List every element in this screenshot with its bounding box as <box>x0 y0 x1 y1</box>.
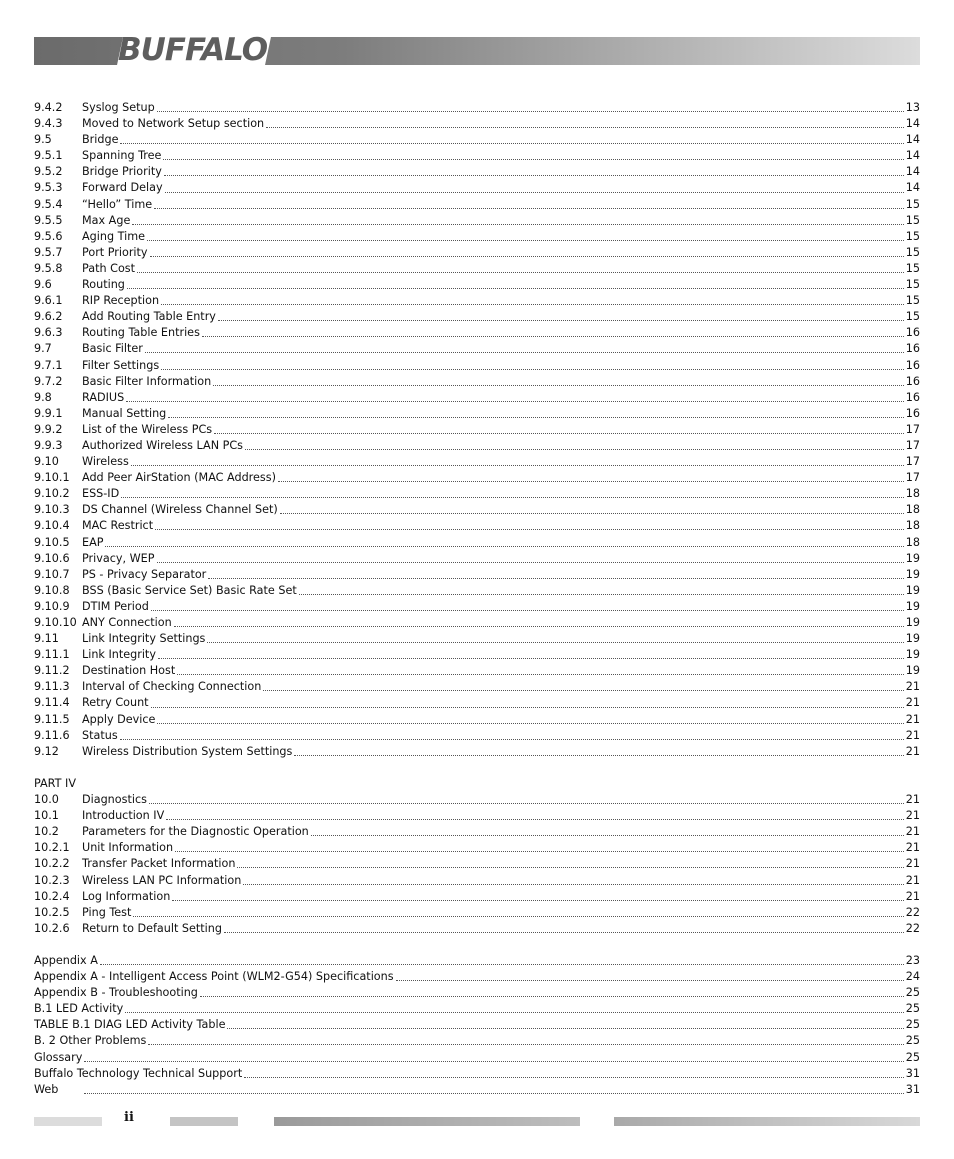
toc-entry-title: Appendix B - Troubleshooting <box>34 986 198 1000</box>
toc-entry-title: Retry Count <box>82 696 149 710</box>
toc-page-number: 16 <box>905 342 920 356</box>
toc-section-number: 10.2.4 <box>34 889 70 903</box>
toc-entry-title: Wireless <box>82 455 129 469</box>
toc-section-number: 9.7.1 <box>34 358 63 372</box>
toc-section-number: 9.7.2 <box>34 374 63 388</box>
toc-page-number: 15 <box>905 278 920 292</box>
toc-section-number: 9.10.5 <box>34 535 70 549</box>
dot-leader <box>224 932 904 933</box>
toc-page-number: 18 <box>905 487 920 501</box>
dot-leader <box>163 159 903 160</box>
toc-entry[interactable] <box>34 502 920 518</box>
dot-leader <box>154 208 904 209</box>
toc-section-number: 9.5.8 <box>34 261 63 275</box>
dot-leader <box>202 336 904 337</box>
toc-entry[interactable] <box>34 695 920 711</box>
toc-entry[interactable] <box>34 325 920 341</box>
toc-page-number: 19 <box>905 664 920 678</box>
toc-section-number: 9.11.4 <box>34 696 70 710</box>
toc-entry-title: B.1 LED Activity <box>34 1002 124 1016</box>
toc-entry[interactable] <box>34 889 920 905</box>
toc-page-number: 18 <box>905 503 920 517</box>
toc-page-number: 13 <box>905 101 920 114</box>
toc-page-number: 14 <box>905 133 920 147</box>
dot-leader <box>149 803 904 804</box>
dot-leader <box>208 578 903 579</box>
toc-entry[interactable] <box>34 728 920 744</box>
dot-leader <box>266 127 904 128</box>
toc-entry-title: Basic Filter Information <box>82 374 212 388</box>
toc-entry-title: Authorized Wireless LAN PCs <box>82 438 244 452</box>
toc-entry-title: Appendix A <box>34 953 98 967</box>
toc-section-number: 9.11.3 <box>34 680 70 694</box>
toc-entry-title: Apply Device <box>82 712 156 726</box>
toc-entry[interactable] <box>34 985 920 1001</box>
dot-leader <box>131 465 904 466</box>
footer-bar-segment <box>274 1117 580 1126</box>
toc-page-number: 16 <box>905 326 920 340</box>
toc-section-number: 9.5.3 <box>34 181 63 195</box>
toc-entry[interactable] <box>34 213 920 229</box>
toc-entry-title: Link Integrity <box>82 648 156 662</box>
toc-page-number: 19 <box>905 599 920 613</box>
part-heading: PART IV <box>34 776 76 790</box>
toc-entry-title: Forward Delay <box>82 181 163 195</box>
toc-page-number: 15 <box>905 213 920 227</box>
toc-entry[interactable] <box>34 792 920 808</box>
toc-entry[interactable] <box>34 712 920 728</box>
toc-entry[interactable] <box>34 663 920 679</box>
toc-page-number: 14 <box>905 165 920 179</box>
toc-section-number: 9.11.5 <box>34 712 70 726</box>
toc-entry[interactable] <box>34 406 920 422</box>
toc-page-number: 15 <box>905 197 920 211</box>
toc-section-number: 9.9.1 <box>34 406 63 420</box>
toc-entry <box>34 776 920 792</box>
toc-page-number: 15 <box>905 294 920 308</box>
toc-entry-title: DTIM Period <box>82 599 149 613</box>
toc-entry[interactable] <box>34 148 920 164</box>
toc-section-number: 9.5.2 <box>34 165 63 179</box>
toc-page-number: 18 <box>905 535 920 549</box>
toc-page-number: 19 <box>905 583 920 597</box>
toc-entry-title: “Hello” Time <box>82 197 153 211</box>
toc-entry-title: Appendix A - Intelligent Access Point (WLM2-G54) Specifications <box>34 970 394 984</box>
dot-leader <box>120 143 903 144</box>
toc-entry[interactable] <box>34 229 920 245</box>
toc-entry[interactable] <box>34 358 920 374</box>
toc-section-number: 9.9.3 <box>34 438 63 452</box>
toc-entry[interactable] <box>34 132 920 148</box>
toc-entry-title: PS - Privacy Separator <box>82 567 207 581</box>
toc-section-number: 9.10.2 <box>34 487 70 501</box>
toc-section-number: 9.5.7 <box>34 245 63 259</box>
toc-page-number: 21 <box>905 841 920 855</box>
toc-page-number: 24 <box>905 970 920 984</box>
toc-page-number: 14 <box>905 117 920 131</box>
toc-entry[interactable] <box>34 245 920 261</box>
toc-entry[interactable] <box>34 277 920 293</box>
toc-page-number: 25 <box>905 1034 920 1048</box>
toc-page-number: 16 <box>905 358 920 372</box>
toc-entry-title: ANY Connection <box>82 616 172 629</box>
toc-entry-title: MAC Restrict <box>82 519 154 533</box>
toc-entry[interactable] <box>34 921 920 937</box>
section-gap <box>34 760 920 776</box>
toc-entry[interactable] <box>34 583 920 599</box>
toc-entry[interactable] <box>34 390 920 406</box>
dot-leader <box>151 707 904 708</box>
toc-page-number: 17 <box>905 422 920 436</box>
toc-entry-title: Syslog Setup <box>82 101 155 114</box>
dot-leader <box>157 723 903 724</box>
toc-page-number: 25 <box>905 1002 920 1016</box>
toc-page-number: 21 <box>905 889 920 903</box>
toc-entry[interactable] <box>34 180 920 196</box>
toc-entry-title: Moved to Network Setup section <box>82 117 265 131</box>
toc-page-number: 21 <box>905 873 920 887</box>
toc-entry-title: Spanning Tree <box>82 149 162 163</box>
toc-entry-title: Buffalo Technology Technical Support <box>34 1066 243 1080</box>
dot-leader <box>161 304 904 305</box>
toc-page-number: 21 <box>905 793 920 807</box>
toc-page-number: 21 <box>905 696 920 710</box>
toc-section-number: 9.10 <box>34 455 59 469</box>
dot-leader <box>177 674 904 675</box>
toc-entry[interactable] <box>34 840 920 856</box>
toc-section-number: 9.10.3 <box>34 503 70 517</box>
toc-page-number: 18 <box>905 519 920 533</box>
toc-entry[interactable] <box>34 422 920 438</box>
toc-section-number: 9.4.2 <box>34 101 63 114</box>
toc-page-number: 15 <box>905 245 920 259</box>
toc-entry[interactable] <box>34 679 920 695</box>
toc-section-number: 9.5.1 <box>34 149 63 163</box>
dot-leader <box>218 320 904 321</box>
toc-page-number: 19 <box>905 616 920 629</box>
toc-section-number: 9.6 <box>34 278 52 292</box>
toc-entry[interactable] <box>34 1050 920 1066</box>
footer-bar-segment <box>170 1117 238 1126</box>
toc-entry-title: RIP Reception <box>82 294 160 308</box>
toc-entry-title: Diagnostics <box>82 793 147 807</box>
toc-section-number: 10.2.5 <box>34 905 70 919</box>
toc-page-number: 14 <box>905 181 920 195</box>
toc-page-number: 22 <box>905 921 920 935</box>
toc-entry-title: Aging Time <box>82 229 145 243</box>
toc-entry-title: Interval of Checking Connection <box>82 680 262 694</box>
dot-leader <box>126 401 904 402</box>
toc-section-number: 9.10.4 <box>34 519 70 533</box>
toc-entry[interactable] <box>34 953 920 969</box>
dot-leader <box>396 980 904 981</box>
toc-page-number: 22 <box>905 905 920 919</box>
toc-page-number: 15 <box>905 229 920 243</box>
dot-leader <box>294 755 903 756</box>
toc-section-number: 10.2.6 <box>34 921 70 935</box>
toc-page-number: 31 <box>905 1082 920 1096</box>
dot-leader <box>227 1028 903 1029</box>
toc-entry-title: Bridge <box>82 133 119 147</box>
dot-leader <box>132 224 903 225</box>
dot-leader <box>214 433 904 434</box>
toc-page-number: 16 <box>905 374 920 388</box>
toc-entry-title: B. 2 Other Problems <box>34 1034 147 1048</box>
toc-entry[interactable] <box>34 744 920 760</box>
dot-leader <box>155 529 904 530</box>
toc-section-number: 9.5.6 <box>34 229 63 243</box>
toc-entry-title: Parameters for the Diagnostic Operation <box>82 825 309 839</box>
toc-entry[interactable] <box>34 261 920 277</box>
toc-section-number: 10.2.1 <box>34 841 70 855</box>
dot-leader <box>161 369 904 370</box>
toc-section-number: 10.2.2 <box>34 857 70 871</box>
dot-leader <box>133 916 903 917</box>
dot-leader <box>244 1077 904 1078</box>
toc-entry[interactable] <box>34 470 920 486</box>
page-number: ii <box>124 1110 134 1125</box>
toc-entry[interactable] <box>34 293 920 309</box>
toc-entry-title: List of the Wireless PCs <box>82 422 213 436</box>
toc-section-number: 9.4.3 <box>34 117 63 131</box>
toc-section-number: 9.11.1 <box>34 648 70 662</box>
dot-leader <box>148 1044 903 1045</box>
toc-page-number: 15 <box>905 261 920 275</box>
dot-leader <box>200 996 904 997</box>
toc-page-number: 21 <box>905 680 920 694</box>
toc-page-number: 23 <box>905 953 920 967</box>
toc-section-number: 9.10.8 <box>34 583 70 597</box>
toc-section-number: 9.5.5 <box>34 213 63 227</box>
toc-entry-title: Add Routing Table Entry <box>82 310 216 324</box>
toc-entry-title: Web <box>34 1082 59 1096</box>
toc-entry[interactable] <box>34 374 920 390</box>
toc-page-number: 21 <box>905 728 920 742</box>
toc-page-number: 21 <box>905 857 920 871</box>
toc-entry[interactable] <box>34 1033 920 1049</box>
toc-page-number: 19 <box>905 551 920 565</box>
dot-leader <box>84 1061 903 1062</box>
toc-page-number: 17 <box>905 455 920 469</box>
toc-section-number: 9.11 <box>34 632 59 646</box>
toc-entry-title: Path Cost <box>82 261 136 275</box>
dot-leader <box>158 658 904 659</box>
toc-entry[interactable] <box>34 486 920 502</box>
toc-section-number: 9.6.2 <box>34 310 63 324</box>
dot-leader <box>157 111 904 112</box>
dot-leader <box>100 964 904 965</box>
toc-section-number: 9.11.6 <box>34 728 70 742</box>
dot-leader <box>299 594 904 595</box>
toc-entry-title: Port Priority <box>82 245 148 259</box>
toc-page-number: 17 <box>905 438 920 452</box>
dot-leader <box>151 610 904 611</box>
toc-entry-title: TABLE B.1 DIAG LED Activity Table <box>34 1018 226 1032</box>
toc-entry[interactable] <box>34 1017 920 1033</box>
toc-section-number: 10.2 <box>34 825 59 839</box>
toc-section-number: 10.1 <box>34 809 59 823</box>
toc-entry-title: Status <box>82 728 118 742</box>
toc-entry[interactable] <box>34 969 920 985</box>
dot-leader <box>243 884 903 885</box>
toc-entry[interactable] <box>34 905 920 921</box>
toc-entry[interactable] <box>34 647 920 663</box>
dot-leader <box>125 1012 904 1013</box>
toc-entry-title: Unit Information <box>82 841 174 855</box>
dot-leader <box>175 851 904 852</box>
dot-leader <box>311 835 904 836</box>
toc-section-number: 9.5.4 <box>34 197 63 211</box>
toc-entry[interactable] <box>34 341 920 357</box>
footer-bar-segment <box>34 1117 102 1126</box>
toc-page-number: 21 <box>905 712 920 726</box>
toc-entry-title: Link Integrity Settings <box>82 632 206 646</box>
toc-entry[interactable] <box>34 1066 920 1082</box>
dot-leader <box>166 819 903 820</box>
toc-entry[interactable] <box>34 197 920 213</box>
dot-leader <box>165 192 904 193</box>
toc-page-number: 21 <box>905 744 920 758</box>
toc-entry[interactable] <box>34 309 920 325</box>
toc-page-number: 16 <box>905 390 920 404</box>
dot-leader <box>278 481 904 482</box>
toc-section-number: 9.10.6 <box>34 551 70 565</box>
dot-leader <box>237 867 903 868</box>
toc-entry-title: Routing <box>82 278 125 292</box>
toc-entry-title: Max Age <box>82 213 131 227</box>
toc-entry-title: Destination Host <box>82 664 176 678</box>
dot-leader <box>105 546 903 547</box>
buffalo-logo: BUFFALO <box>118 32 268 68</box>
toc-section-number: 10.0 <box>34 793 59 807</box>
toc-entry[interactable] <box>34 873 920 889</box>
toc-entry-title: Manual Setting <box>82 406 167 420</box>
dot-leader <box>164 175 904 176</box>
dot-leader <box>147 240 904 241</box>
toc-entry-title: BSS (Basic Service Set) Basic Rate Set <box>82 583 297 597</box>
toc-entry[interactable] <box>34 454 920 470</box>
toc-page-number: 16 <box>905 406 920 420</box>
dot-leader <box>84 1093 904 1094</box>
toc-section-number: 9.8 <box>34 390 52 404</box>
toc-section-number: 9.10.10 <box>34 616 77 629</box>
section-gap <box>34 937 920 953</box>
dot-leader <box>157 562 904 563</box>
toc-section-number: 9.6.3 <box>34 326 63 340</box>
toc-page-number: 19 <box>905 567 920 581</box>
toc-entry-title: Privacy, WEP <box>82 551 155 565</box>
toc-entry-title: Wireless Distribution System Settings <box>82 744 293 758</box>
dot-leader <box>150 256 904 257</box>
toc-page-number: 21 <box>905 809 920 823</box>
toc-section-number: 9.7 <box>34 342 52 356</box>
toc-page-number: 25 <box>905 986 920 1000</box>
toc-section-number: 9.10.9 <box>34 599 70 613</box>
toc-entry[interactable] <box>34 1082 920 1098</box>
dot-leader <box>207 642 903 643</box>
dot-leader <box>145 352 904 353</box>
toc-entry[interactable] <box>34 1001 920 1017</box>
dot-leader <box>137 272 904 273</box>
toc-page-number: 19 <box>905 632 920 646</box>
dot-leader <box>174 626 904 627</box>
dot-leader <box>263 690 903 691</box>
toc-entry-title: Add Peer AirStation (MAC Address) <box>82 471 276 485</box>
toc-section-number: 10.2.3 <box>34 873 70 887</box>
toc-entry[interactable] <box>34 631 920 647</box>
table-of-contents <box>34 100 920 1098</box>
toc-entry[interactable] <box>34 551 920 567</box>
dot-leader <box>172 900 903 901</box>
toc-entry[interactable] <box>34 116 920 132</box>
toc-entry[interactable] <box>34 856 920 872</box>
toc-entry[interactable] <box>34 599 920 615</box>
toc-section-number: 9.6.1 <box>34 294 63 308</box>
dot-leader <box>213 385 904 386</box>
toc-section-number: 9.9.2 <box>34 422 63 436</box>
toc-section-number: 9.10.1 <box>34 471 70 485</box>
toc-entry[interactable] <box>34 567 920 583</box>
toc-entry[interactable] <box>34 164 920 180</box>
dot-leader <box>127 288 904 289</box>
footer-bar-segment <box>614 1117 920 1126</box>
toc-entry[interactable] <box>34 824 920 840</box>
toc-page-number: 15 <box>905 310 920 324</box>
dot-leader <box>280 513 904 514</box>
toc-entry[interactable] <box>34 518 920 534</box>
toc-entry[interactable] <box>34 808 920 824</box>
toc-entry-title: EAP <box>82 535 104 549</box>
toc-page-number: 21 <box>905 825 920 839</box>
dot-leader <box>121 497 904 498</box>
toc-page-number: 14 <box>905 149 920 163</box>
toc-section-number: 9.11.2 <box>34 664 70 678</box>
toc-entry-title: Glossary <box>34 1050 83 1064</box>
toc-entry-title: Transfer Packet Information <box>82 857 236 871</box>
dot-leader <box>245 449 904 450</box>
toc-entry-title: Log Information <box>82 889 171 903</box>
toc-page-number: 19 <box>905 648 920 662</box>
toc-entry-title: Return to Default Setting <box>82 921 222 935</box>
toc-entry-title: Filter Settings <box>82 358 160 372</box>
toc-page-number: 31 <box>905 1066 920 1080</box>
toc-section-number: 9.12 <box>34 744 59 758</box>
toc-entry-title: ESS-ID <box>82 487 120 501</box>
toc-entry-title: DS Channel (Wireless Channel Set) <box>82 503 278 517</box>
toc-section-number: 9.10.7 <box>34 567 70 581</box>
toc-entry-title: RADIUS <box>82 390 125 404</box>
dot-leader <box>120 739 904 740</box>
toc-entry[interactable] <box>34 535 920 551</box>
dot-leader <box>168 417 903 418</box>
toc-entry-title: Routing Table Entries <box>82 326 200 340</box>
toc-page-number: 17 <box>905 471 920 485</box>
toc-page-number: 25 <box>905 1050 920 1064</box>
toc-entry-title: Introduction IV <box>82 809 165 823</box>
toc-entry-title: Ping Test <box>82 905 132 919</box>
toc-section-number: 9.5 <box>34 133 52 147</box>
toc-entry[interactable] <box>34 615 920 631</box>
toc-entry-title: Bridge Priority <box>82 165 162 179</box>
toc-page-number: 25 <box>905 1018 920 1032</box>
toc-entry-title: Wireless LAN PC Information <box>82 873 242 887</box>
toc-entry-title: Basic Filter <box>82 342 143 356</box>
toc-entry[interactable] <box>34 438 920 454</box>
toc-entry[interactable] <box>34 100 920 116</box>
